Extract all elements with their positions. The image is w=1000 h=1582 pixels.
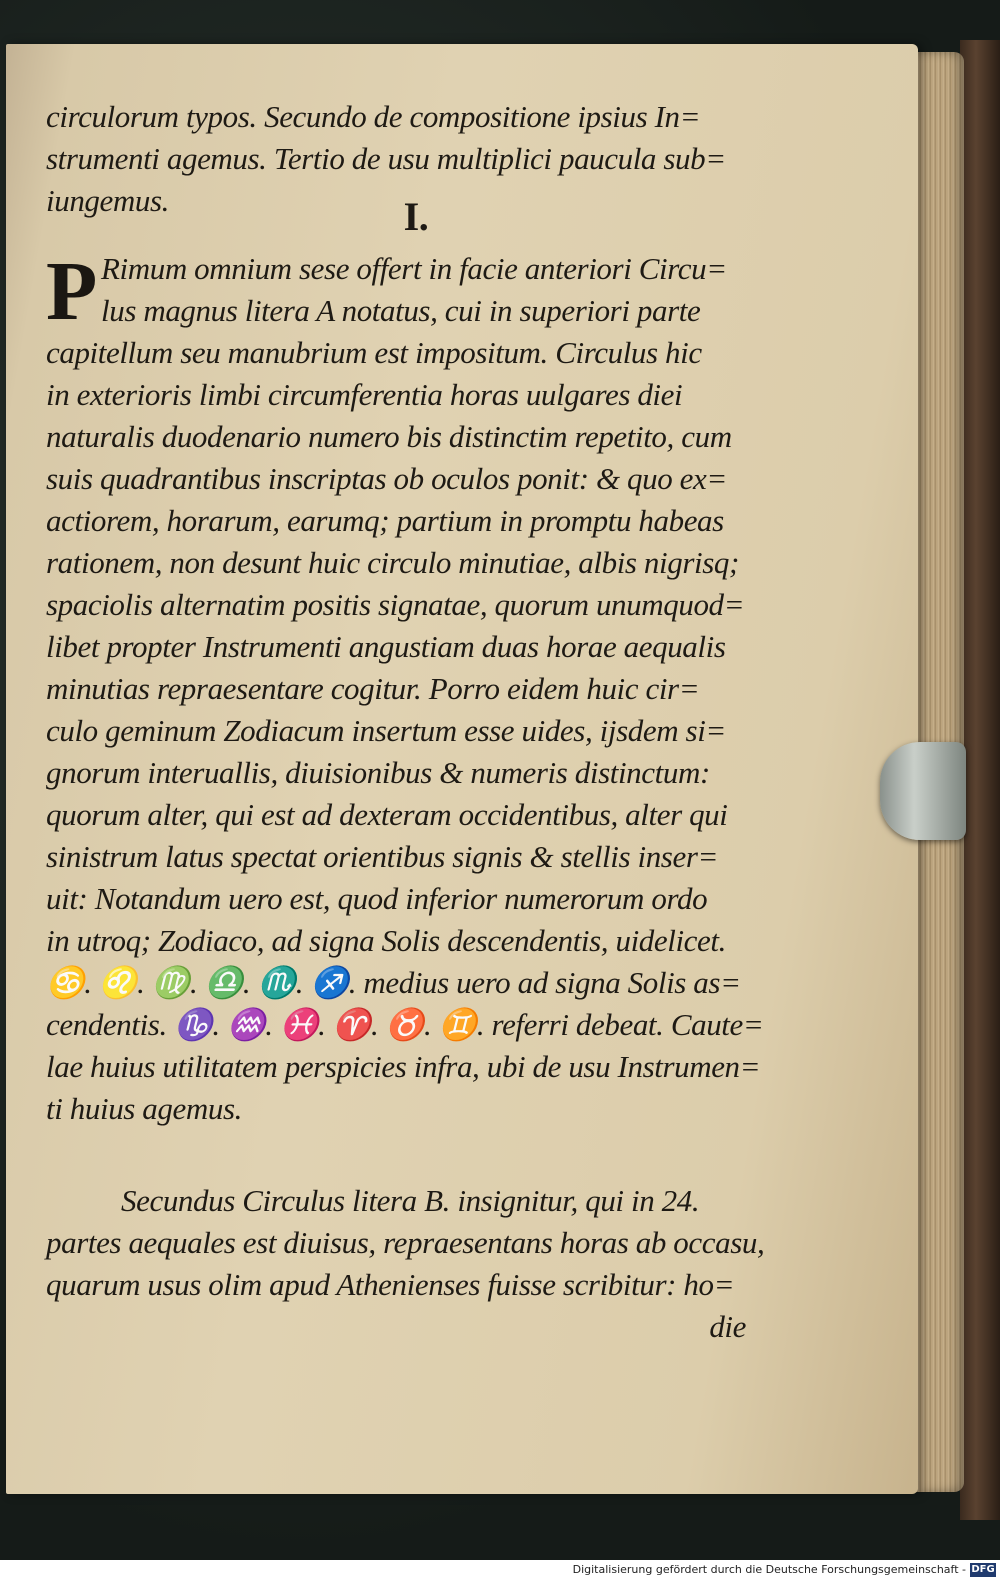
text-line: capitellum seu manubrium est impositum. Circulus hic [46, 335, 702, 370]
paragraph-2 [46, 1180, 765, 1348]
text-line: ti huius agemus. [46, 1091, 242, 1126]
text-line: lus magnus litera A notatus, cui in superiori parte [101, 293, 701, 328]
text-line: gnorum interuallis, diuisionibus & numeris distinctum: [46, 755, 710, 790]
text-line: in exterioris limbi circumferentia horas uulgares diei [46, 377, 683, 412]
text-line: partes aequales est diuisus, repraesentans horas ab occasu, [46, 1225, 765, 1260]
text-line: ♋. ♌. ♍. ♎. ♏. ♐. medius uero ad signa Solis as= [46, 965, 741, 1000]
text-line: suis quadrantibus inscriptas ob oculos ponit: & quo ex= [46, 461, 727, 496]
dfg-logo: DFG [971, 1564, 995, 1575]
book-board-edge [960, 40, 1000, 1520]
footer-credit: Digitalisierung gefördert durch die Deutsche Forschungsgemeinschaft - [572, 1563, 966, 1576]
footer-bar [0, 1560, 1000, 1582]
catchword: die [709, 1309, 746, 1344]
text-line: Secundus Circulus litera B. insignitur, qui in 24. [121, 1183, 700, 1218]
text-line: circulorum typos. Secundo de compositione ipsius In= [46, 99, 701, 134]
text-line: cendentis. ♑. ♒. ♓. ♈. ♉. ♊. referri debeat. Caute= [46, 1007, 764, 1042]
text-line: libet propter Instrumenti angustiam duas horae aequalis [46, 629, 726, 664]
text-line: culo geminum Zodiacum insertum esse uides, ijsdem si= [46, 713, 726, 748]
drop-capital: P [46, 245, 97, 338]
text-line: spaciolis alternatim positis signatae, quorum unumquod= [46, 587, 745, 622]
book-page [6, 44, 918, 1494]
text-line: lae huius utilitatem perspicies infra, ubi de usu Instrumen= [46, 1049, 761, 1084]
page-text [46, 96, 765, 1348]
text-line: uit: Notandum uero est, quod inferior numerorum ordo [46, 881, 708, 916]
text-line: quorum alter, qui est ad dexteram occidentibus, alter qui [46, 797, 728, 832]
text-line: actiorem, horarum, earumq; partium in promptu habeas [46, 503, 724, 538]
text-line: strumenti agemus. Tertio de usu multiplici paucula sub= [46, 141, 726, 176]
text-line: Rimum omnium sese offert in facie anteriori Circu= [101, 251, 727, 286]
section-heading: I. [403, 194, 429, 239]
text-line: quarum usus olim apud Athenienses fuisse scribitur: ho= [46, 1267, 735, 1302]
paragraph-gap [46, 1130, 746, 1180]
text-line: naturalis duodenario numero bis distinctim repetito, cum [46, 419, 732, 454]
text-line: rationem, non desunt huic circulo minutiae, albis nigrisq; [46, 545, 739, 580]
paragraph-1 [46, 245, 764, 1130]
text-line: iungemus. [46, 183, 169, 218]
text-line: minutias repraesentare cogitur. Porro eidem huic cir= [46, 671, 700, 706]
book-clasp [880, 742, 966, 840]
text-line: sinistrum latus spectat orientibus signis & stellis inser= [46, 839, 719, 874]
text-line: in utroq; Zodiaco, ad signa Solis descendentis, uidelicet. [46, 923, 726, 958]
